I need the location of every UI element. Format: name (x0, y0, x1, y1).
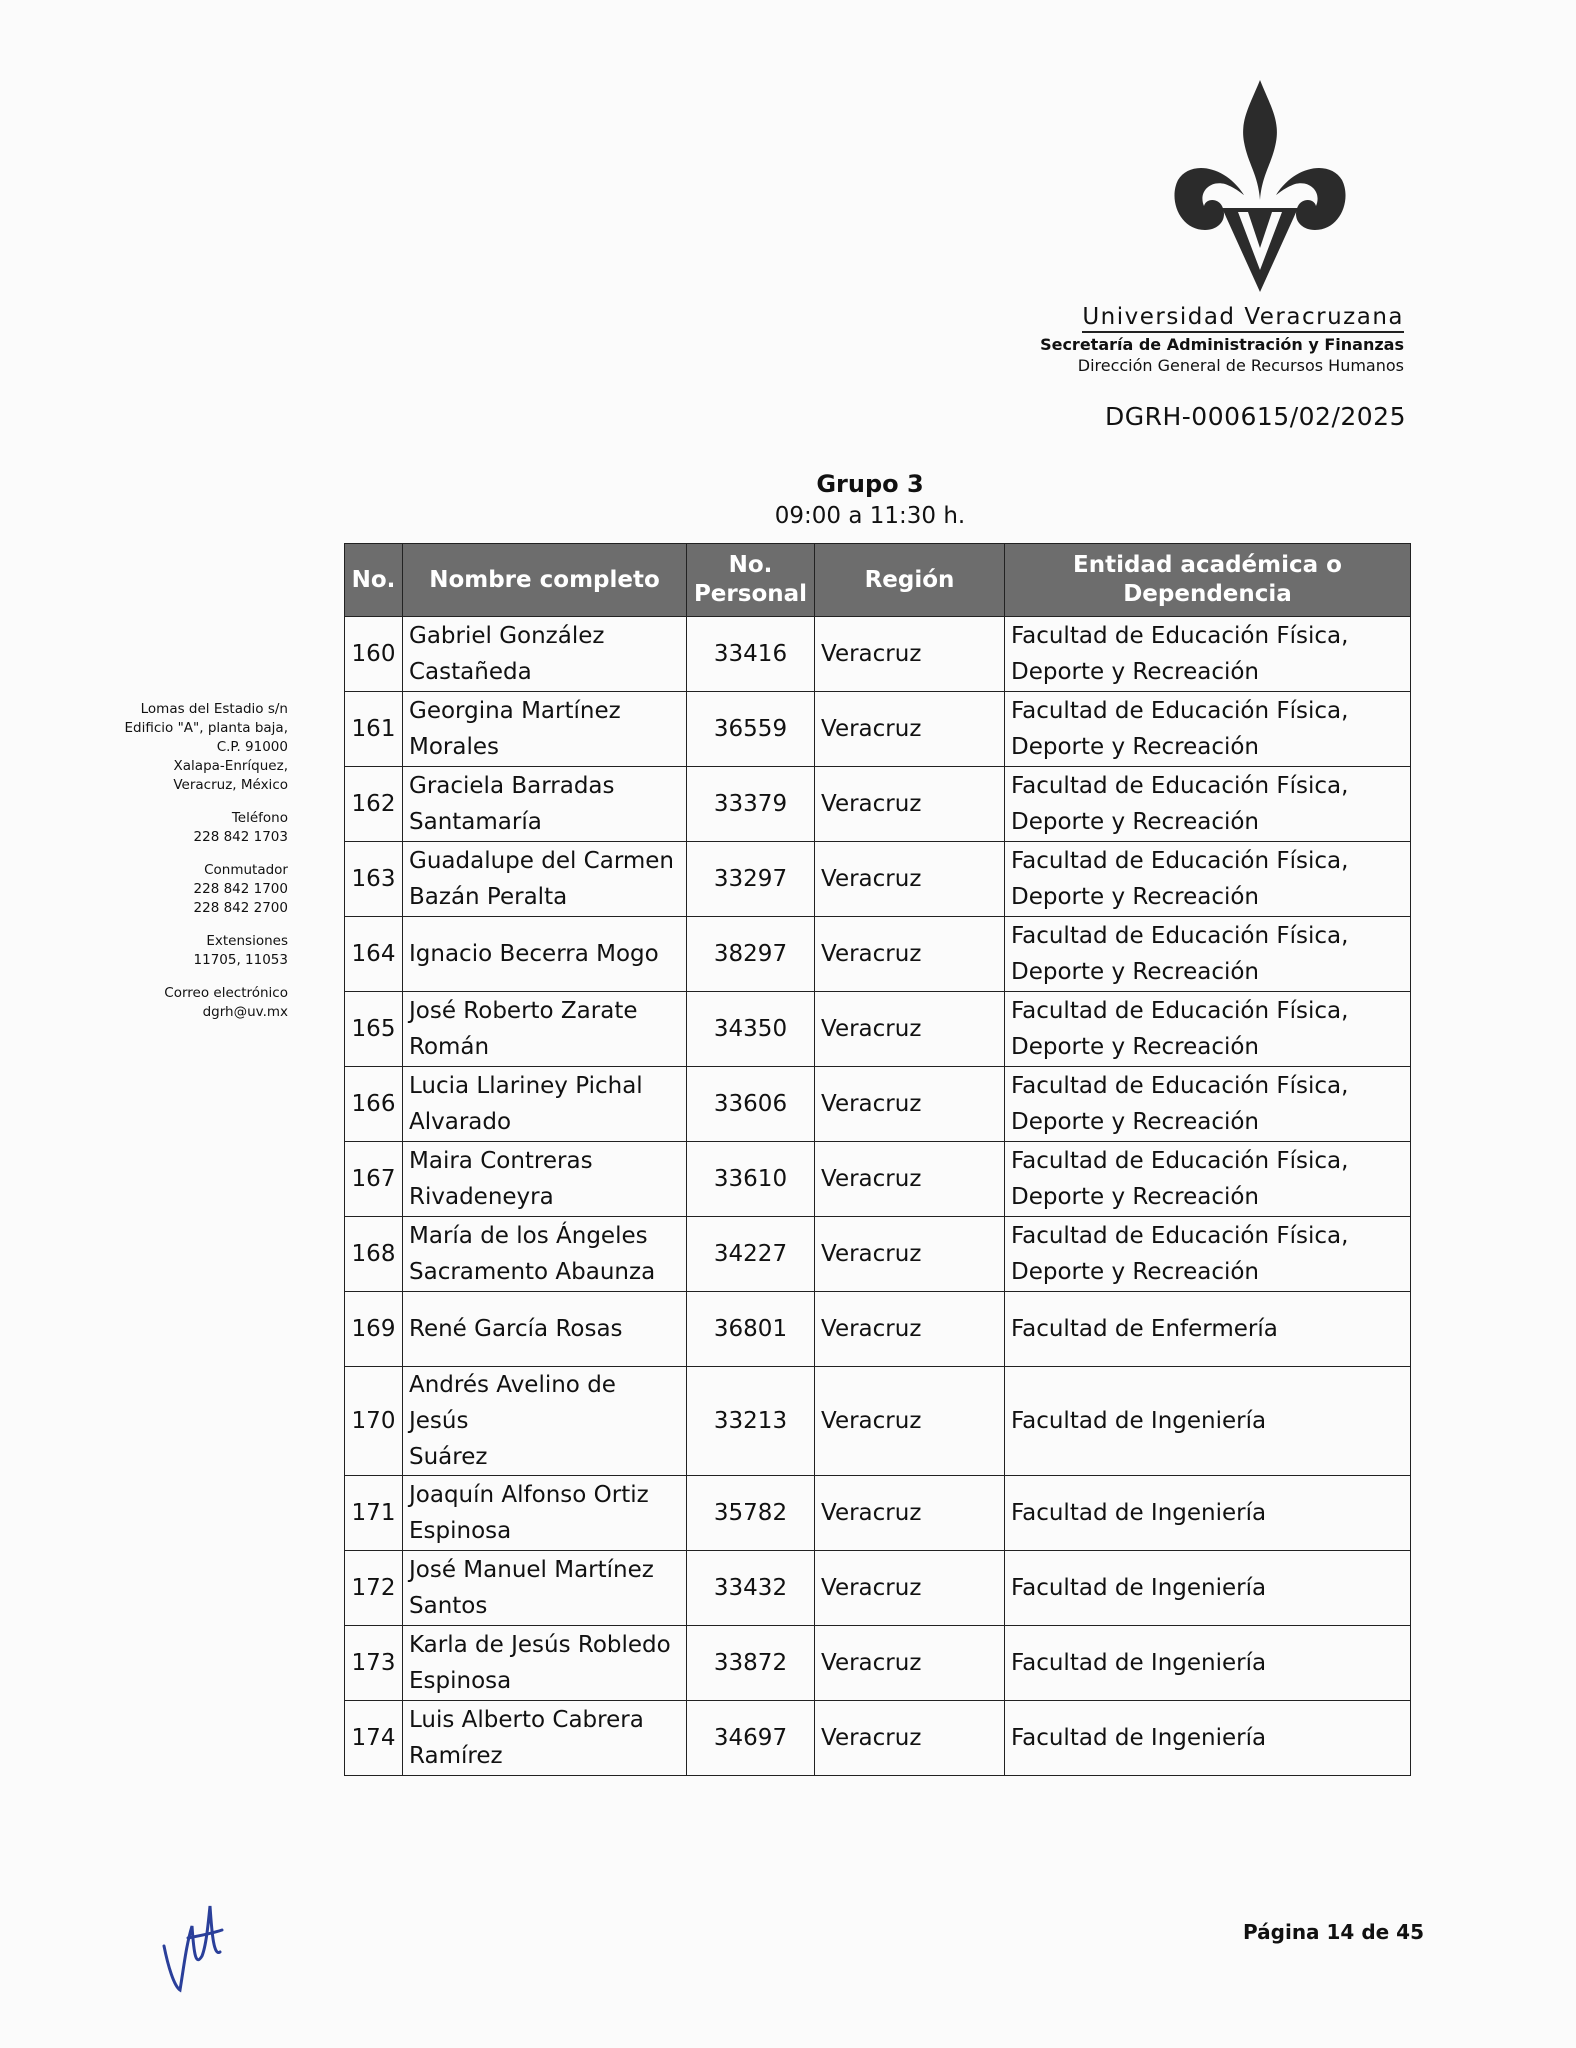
cell-name (403, 1292, 687, 1367)
cell-no: 162 (345, 767, 403, 842)
table-row (345, 1292, 1411, 1367)
cell-name-line: Sacramento Abaunza (409, 1259, 656, 1285)
cell-region: Veracruz (815, 1476, 1005, 1551)
table-row (345, 1626, 1411, 1701)
cell-entity-line: Facultad de Educación Física, (1011, 773, 1349, 799)
extensions-label: Extensiones (206, 933, 288, 949)
group-title: Grupo 3 (816, 470, 924, 498)
cell-personal: 33416 (687, 617, 815, 692)
address-line: C.P. 91000 (216, 739, 288, 755)
cell-name-line: Alvarado (409, 1109, 512, 1135)
cell-region: Veracruz (815, 1701, 1005, 1776)
cell-personal: 34227 (687, 1217, 815, 1292)
cell-entity-line: Deporte y Recreación (1011, 884, 1260, 910)
cell-personal: 36559 (687, 692, 815, 767)
cell-name (403, 1626, 687, 1701)
cell-entity (1005, 1142, 1411, 1217)
cell-entity-line: Facultad de Ingeniería (1011, 1500, 1267, 1526)
table-row (345, 917, 1411, 992)
cell-name-line: Ramírez (409, 1743, 503, 1769)
cell-name-line: Bazán Peralta (409, 884, 568, 910)
university-logo (1170, 80, 1350, 295)
cell-no: 166 (345, 1067, 403, 1142)
cell-region: Veracruz (815, 992, 1005, 1067)
cell-no: 164 (345, 917, 403, 992)
cell-name (403, 917, 687, 992)
participants-table (344, 543, 1411, 1776)
cell-region: Veracruz (815, 842, 1005, 917)
cell-personal: 34350 (687, 992, 815, 1067)
cell-name (403, 617, 687, 692)
page-number: Página 14 de 45 (1243, 1920, 1424, 1944)
cell-entity (1005, 1551, 1411, 1626)
cell-personal: 38297 (687, 917, 815, 992)
direction-name: Dirección General de Recursos Humanos (1077, 356, 1404, 375)
cell-entity-line: Facultad de Ingeniería (1011, 1725, 1267, 1751)
cell-entity-line: Deporte y Recreación (1011, 809, 1260, 835)
table-row (345, 1476, 1411, 1551)
address-block (100, 700, 288, 795)
email-block (100, 984, 288, 1022)
cell-no: 161 (345, 692, 403, 767)
cell-region: Veracruz (815, 617, 1005, 692)
cell-personal: 33213 (687, 1367, 815, 1476)
document-code: DGRH-000615/02/2025 (1104, 402, 1406, 431)
cell-name-line: Gabriel González (409, 623, 605, 649)
cell-entity (1005, 917, 1411, 992)
cell-region: Veracruz (815, 692, 1005, 767)
cell-no: 172 (345, 1551, 403, 1626)
cell-personal: 35782 (687, 1476, 815, 1551)
address-line: Edificio "A", planta baja, (124, 720, 288, 736)
table-row (345, 992, 1411, 1067)
secretariat-name: Secretaría de Administración y Finanzas (1040, 335, 1404, 354)
cell-personal: 33606 (687, 1067, 815, 1142)
cell-name-line: Ignacio Becerra Mogo (409, 941, 659, 967)
cell-name-line: Román (409, 1034, 490, 1060)
table-row (345, 1217, 1411, 1292)
cell-name (403, 692, 687, 767)
cell-entity (1005, 1067, 1411, 1142)
header-entity-line: Dependencia (1123, 581, 1292, 607)
cell-no: 169 (345, 1292, 403, 1367)
cell-entity-line: Deporte y Recreación (1011, 734, 1260, 760)
table-row (345, 1142, 1411, 1217)
group-time: 09:00 a 11:30 h. (774, 503, 966, 529)
email-value: dgrh@uv.mx (202, 1004, 288, 1020)
cell-entity (1005, 617, 1411, 692)
cell-name-line: Santos (409, 1593, 488, 1619)
cell-no: 173 (345, 1626, 403, 1701)
extensions-block (100, 932, 288, 970)
phone-number: 228 842 1703 (193, 829, 288, 845)
cell-entity-line: Deporte y Recreación (1011, 1109, 1260, 1135)
cell-no: 168 (345, 1217, 403, 1292)
switchboard-number: 228 842 2700 (193, 900, 288, 916)
cell-name (403, 1367, 687, 1476)
cell-entity-line: Facultad de Educación Física, (1011, 1148, 1349, 1174)
cell-name-line: Georgina Martínez (409, 698, 621, 724)
cell-name-line: Graciela Barradas (409, 773, 615, 799)
cell-personal: 33610 (687, 1142, 815, 1217)
cell-region: Veracruz (815, 1217, 1005, 1292)
cell-entity-line: Facultad de Educación Física, (1011, 998, 1349, 1024)
institution-header (884, 304, 1404, 375)
table-row (345, 1551, 1411, 1626)
contact-sidebar (100, 700, 288, 1036)
cell-name (403, 767, 687, 842)
email-label: Correo electrónico (164, 985, 288, 1001)
cell-name-line: Santamaría (409, 809, 542, 835)
cell-name-line: Karla de Jesús Robledo (409, 1632, 671, 1658)
header-no: No. (345, 544, 403, 617)
table-row (345, 767, 1411, 842)
table-row (345, 692, 1411, 767)
cell-entity (1005, 992, 1411, 1067)
cell-entity-line: Facultad de Educación Física, (1011, 1073, 1349, 1099)
cell-name (403, 842, 687, 917)
cell-no: 167 (345, 1142, 403, 1217)
cell-no: 160 (345, 617, 403, 692)
cell-no: 165 (345, 992, 403, 1067)
cell-no: 171 (345, 1476, 403, 1551)
address-line: Veracruz, México (173, 777, 288, 793)
cell-entity (1005, 1626, 1411, 1701)
cell-region: Veracruz (815, 1367, 1005, 1476)
cell-entity-line: Facultad de Educación Física, (1011, 848, 1349, 874)
table-body (345, 617, 1411, 1776)
cell-name (403, 1551, 687, 1626)
cell-entity-line: Facultad de Enfermería (1011, 1316, 1278, 1342)
header-personal-line: Personal (693, 581, 808, 607)
table-row (345, 1367, 1411, 1476)
cell-name-line: Maira Contreras (409, 1148, 593, 1174)
cell-entity (1005, 1217, 1411, 1292)
cell-name-line: Andrés Avelino de Jesús (409, 1372, 616, 1434)
cell-entity-line: Facultad de Ingeniería (1011, 1650, 1267, 1676)
cell-name (403, 992, 687, 1067)
cell-entity (1005, 842, 1411, 917)
address-line: Lomas del Estadio s/n (140, 701, 288, 717)
cell-entity-line: Deporte y Recreación (1011, 659, 1260, 685)
phone-label: Teléfono (231, 810, 288, 826)
cell-entity (1005, 1367, 1411, 1476)
cell-name-line: Luis Alberto Cabrera (409, 1707, 644, 1733)
cell-entity-line: Facultad de Educación Física, (1011, 698, 1349, 724)
switchboard-block (100, 861, 288, 918)
cell-entity (1005, 1476, 1411, 1551)
cell-name-line: Joaquín Alfonso Ortiz (409, 1482, 649, 1508)
table-row (345, 617, 1411, 692)
table-row (345, 842, 1411, 917)
cell-no: 174 (345, 1701, 403, 1776)
cell-region: Veracruz (815, 1626, 1005, 1701)
switchboard-label: Conmutador (204, 862, 288, 878)
cell-name-line: Guadalupe del Carmen (409, 848, 675, 874)
table-header-row (345, 544, 1411, 617)
cell-entity-line: Facultad de Ingeniería (1011, 1408, 1267, 1434)
extensions-value: 11705, 11053 (193, 952, 288, 968)
cell-personal: 33379 (687, 767, 815, 842)
cell-name (403, 1217, 687, 1292)
cell-name-line: Espinosa (409, 1518, 512, 1544)
cell-name (403, 1067, 687, 1142)
header-personal (687, 544, 815, 617)
cell-entity (1005, 1292, 1411, 1367)
cell-region: Veracruz (815, 1142, 1005, 1217)
cell-personal: 33432 (687, 1551, 815, 1626)
cell-region: Veracruz (815, 1292, 1005, 1367)
table-row (345, 1067, 1411, 1142)
cell-no: 163 (345, 842, 403, 917)
cell-personal: 33872 (687, 1626, 815, 1701)
cell-entity (1005, 692, 1411, 767)
cell-entity-line: Facultad de Ingeniería (1011, 1575, 1267, 1601)
address-line: Xalapa-Enríquez, (173, 758, 288, 774)
cell-entity-line: Deporte y Recreación (1011, 1034, 1260, 1060)
cell-region: Veracruz (815, 1551, 1005, 1626)
cell-region: Veracruz (815, 1067, 1005, 1142)
cell-personal: 34697 (687, 1701, 815, 1776)
cell-personal: 36801 (687, 1292, 815, 1367)
cell-entity-line: Facultad de Educación Física, (1011, 1223, 1349, 1249)
cell-entity-line: Deporte y Recreación (1011, 1259, 1260, 1285)
cell-no: 170 (345, 1367, 403, 1476)
cell-name-line: Rivadeneyra (409, 1184, 554, 1210)
cell-name-line: María de los Ángeles (409, 1223, 648, 1249)
cell-name-line: René García Rosas (409, 1316, 623, 1342)
header-entity (1005, 544, 1411, 617)
header-entity-line: Entidad académica o (1073, 552, 1342, 578)
header-region: Región (815, 544, 1005, 617)
cell-name-line: Castañeda (409, 659, 532, 685)
header-personal-line: No. (728, 552, 773, 578)
cell-name-line: Espinosa (409, 1668, 512, 1694)
header-name: Nombre completo (403, 544, 687, 617)
cell-region: Veracruz (815, 767, 1005, 842)
cell-name-line: Morales (409, 734, 499, 760)
cell-name-line: José Manuel Martínez (409, 1557, 654, 1583)
cell-entity-line: Facultad de Educación Física, (1011, 623, 1349, 649)
cell-name-line: Lucia Llariney Pichal (409, 1073, 643, 1099)
cell-name-line: Suárez (409, 1444, 488, 1470)
cell-name (403, 1476, 687, 1551)
cell-region: Veracruz (815, 917, 1005, 992)
cell-personal: 33297 (687, 842, 815, 917)
handwritten-signature (158, 1886, 228, 1996)
cell-entity (1005, 1701, 1411, 1776)
switchboard-number: 228 842 1700 (193, 881, 288, 897)
cell-entity-line: Facultad de Educación Física, (1011, 923, 1349, 949)
table-row (345, 1701, 1411, 1776)
cell-entity (1005, 767, 1411, 842)
cell-entity-line: Deporte y Recreación (1011, 1184, 1260, 1210)
cell-name (403, 1701, 687, 1776)
phone-block (100, 809, 288, 847)
cell-name (403, 1142, 687, 1217)
cell-name-line: José Roberto Zarate (409, 998, 638, 1024)
cell-entity-line: Deporte y Recreación (1011, 959, 1260, 985)
university-name: Universidad Veracruzana (1082, 304, 1404, 333)
